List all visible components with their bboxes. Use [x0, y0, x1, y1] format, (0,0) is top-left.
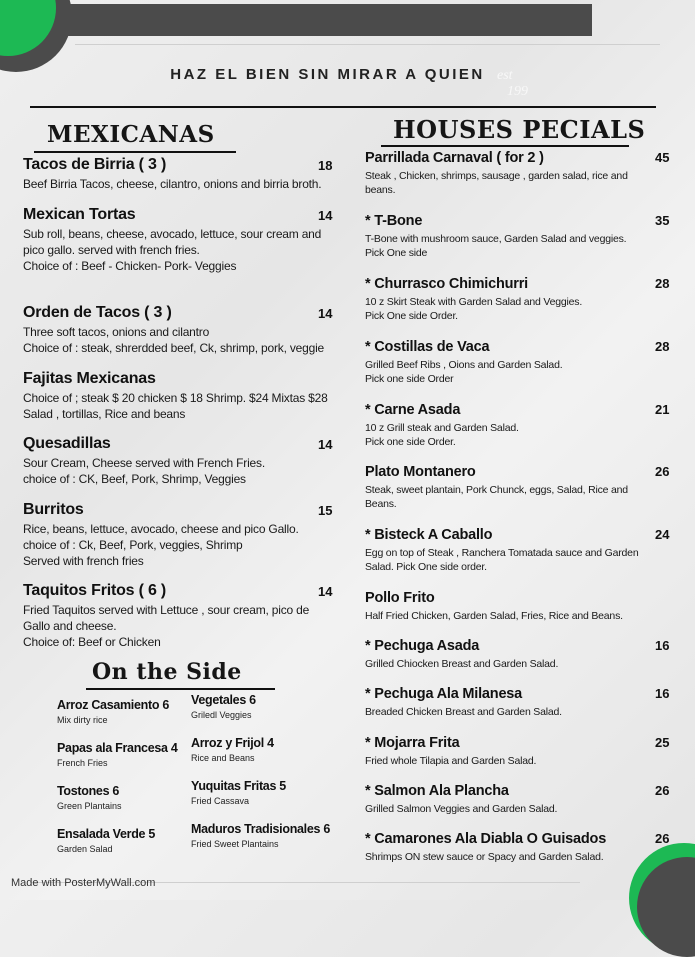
menu-item [365, 276, 671, 323]
side-item-description: Rice and Beans [191, 753, 255, 763]
menu-item [365, 527, 671, 574]
item-price: 26 [655, 831, 670, 846]
menu-item [23, 582, 335, 650]
item-name: * Carne Asada [365, 402, 461, 418]
menu-item [365, 464, 671, 511]
side-item-description: French Fries [57, 758, 108, 768]
item-price: 18 [318, 158, 333, 173]
item-price: 14 [318, 437, 333, 452]
menu-item [365, 150, 671, 197]
item-price: 14 [318, 306, 333, 321]
item-description: Fried whole Tilapia and Garden Salad. [365, 755, 537, 767]
item-price: 16 [655, 686, 670, 701]
side-item-description: Griledl Veggies [191, 710, 252, 720]
item-description: 10 z Skirt Steak with Garden Salad and Veggies. Pick One side Order. [365, 296, 583, 322]
item-price: 26 [655, 783, 670, 798]
item-name: * Costillas de Vaca [365, 339, 490, 355]
item-description: Egg on top of Steak , Ranchera Tomatada sauce and Garden Salad. Pick One side order. [365, 547, 639, 573]
item-price: 26 [655, 464, 670, 479]
item-description: Shrimps ON stew sauce or Spacy and Garden Salad. [365, 851, 604, 863]
item-name: * Salmon Ala Plancha [365, 783, 509, 799]
side-item-name: Papas ala Francesa 4 [57, 741, 178, 755]
item-price: 25 [655, 735, 670, 750]
est-watermark: est 199 [497, 68, 528, 99]
side-item-name: Vegetales 6 [191, 693, 256, 707]
menu-item [365, 213, 671, 260]
item-name: * T-Bone [365, 213, 423, 229]
section-title-mexicanas: MEXICANAS [47, 121, 215, 148]
item-description: Grilled Beef Ribs , Oions and Garden Salad. Pick one side Order [365, 359, 563, 385]
item-price: 24 [655, 527, 670, 542]
item-description: Sour Cream, Cheese served with French Fries. choice of : CK, Beef, Pork, Shrimp, Veggies [23, 456, 265, 486]
divider-thin-top [75, 44, 660, 45]
side-item-description: Garden Salad [57, 844, 113, 854]
side-item-name: Arroz Casamiento 6 [57, 698, 169, 712]
item-price: 28 [655, 276, 670, 291]
side-item [57, 827, 155, 854]
side-item-description: Mix dirty rice [57, 715, 108, 725]
item-price: 15 [318, 503, 333, 518]
item-price: 14 [318, 584, 333, 599]
item-name: Tacos de Birria ( 3 ) [23, 156, 167, 173]
side-item-name: Maduros Tradisionales 6 [191, 822, 330, 836]
side-item [191, 736, 274, 763]
item-description: Fried Taquitos served with Lettuce , sour cream, pico de Gallo and cheese. Choice of: Beef or Chicken [23, 603, 310, 649]
item-description: Rice, beans, lettuce, avocado, cheese and pico Gallo. choice of : Ck, Beef, Pork, veggies, Shrimp Served with french fries [23, 522, 299, 568]
item-price: 14 [318, 208, 333, 223]
menu-item [365, 638, 671, 671]
item-name: Parrillada Carnaval ( for 2 ) [365, 150, 544, 166]
side-item-description: Green Plantains [57, 801, 122, 811]
item-description: Breaded Chicken Breast and Garden Salad. [365, 706, 562, 718]
menu-item [365, 783, 671, 816]
item-name: * Bisteck A Caballo [365, 527, 493, 543]
item-description: Sub roll, beans, cheese, avocado, lettuce, sour cream and pico gallo. served with french fries. Choice of : Beef - Chicken- Pork- Veggies [23, 227, 322, 273]
menu-item [365, 402, 671, 449]
underline-on-the-side [86, 688, 275, 690]
item-description: T-Bone with mushroom sauce, Garden Salad and veggies. Pick One side [365, 233, 627, 259]
item-description: Beef Birria Tacos, cheese, cilantro, onions and birria broth. [23, 177, 322, 191]
item-name: Orden de Tacos ( 3 ) [23, 304, 172, 321]
side-item-name: Ensalada Verde 5 [57, 827, 156, 841]
side-item [191, 822, 330, 849]
item-price: 28 [655, 339, 670, 354]
item-price: 21 [655, 402, 670, 417]
item-name: * Mojarra Frita [365, 735, 460, 751]
menu-item [365, 831, 671, 864]
side-item [191, 693, 256, 720]
poster-credit-link[interactable]: Made with PosterMyWall.com [11, 877, 156, 889]
item-description: Steak , Chicken, shrimps, sausage , garden salad, rice and beans. [365, 170, 628, 196]
divider-header [30, 106, 656, 108]
item-name: Plato Montanero [365, 464, 476, 480]
slogan: HAZ EL BIEN SIN MIRAR A QUIEN [170, 66, 485, 83]
menu-item [23, 304, 335, 356]
underline-mexicanas [34, 151, 236, 153]
menu-item [365, 590, 671, 623]
menu-item [23, 206, 335, 274]
item-description: Grilled Salmon Veggies and Garden Salad. [365, 803, 558, 815]
side-item [191, 779, 286, 806]
item-price: 16 [655, 638, 670, 653]
menu-item [23, 156, 335, 192]
item-name: Fajitas Mexicanas [23, 370, 156, 387]
item-description: Grilled Chiocken Breast and Garden Salad. [365, 658, 559, 670]
item-name: Taquitos Fritos ( 6 ) [23, 582, 167, 599]
item-description: 10 z Grill steak and Garden Salad. Pick one side Order. [365, 422, 519, 448]
side-item [57, 741, 177, 768]
menu-item [23, 370, 335, 422]
side-item-description: Fried Sweet Plantains [191, 839, 279, 849]
item-price: 35 [655, 213, 670, 228]
item-price: 45 [655, 150, 670, 165]
header-bar [56, 4, 592, 36]
menu-item [365, 339, 671, 386]
menu-item [365, 735, 671, 768]
item-description: Steak, sweet plantain, Pork Chunck, eggs, Salad, Rice and Beans. [365, 484, 628, 510]
section-title-house-specials: HOUSES PECIALS [393, 115, 646, 144]
item-name: * Camarones Ala Diabla O Guisados [365, 831, 607, 847]
side-item-description: Fried Cassava [191, 796, 250, 806]
section-title-on-the-side: On the Side [92, 659, 242, 685]
item-name: Quesadillas [23, 435, 111, 452]
item-name: Mexican Tortas [23, 206, 136, 223]
item-description: Half Fried Chicken, Garden Salad, Fries, Rice and Beans. [365, 610, 623, 622]
item-name: * Pechuga Ala Milanesa [365, 686, 523, 702]
item-name: Pollo Frito [365, 590, 435, 606]
side-item [57, 784, 122, 811]
side-item-name: Yuquitas Fritas 5 [191, 779, 286, 793]
side-item-name: Tostones 6 [57, 784, 120, 798]
item-name: * Pechuga Asada [365, 638, 480, 654]
menu-item [23, 435, 335, 487]
item-description: Choice of ; steak $ 20 chicken $ 18 Shrimp. $24 Mixtas $28 Salad , tortillas, Rice and beans [23, 391, 328, 421]
side-item [57, 698, 169, 725]
side-item-name: Arroz y Frijol 4 [191, 736, 274, 750]
underline-house-specials [381, 145, 629, 147]
item-name: Burritos [23, 501, 84, 518]
menu-item [365, 686, 671, 719]
item-description: Three soft tacos, onions and cilantro Choice of : steak, shrerdded beef, Ck, shrimp, pork, veggie [23, 325, 325, 355]
menu-item [23, 501, 335, 569]
item-name: * Churrasco Chimichurri [365, 276, 528, 292]
